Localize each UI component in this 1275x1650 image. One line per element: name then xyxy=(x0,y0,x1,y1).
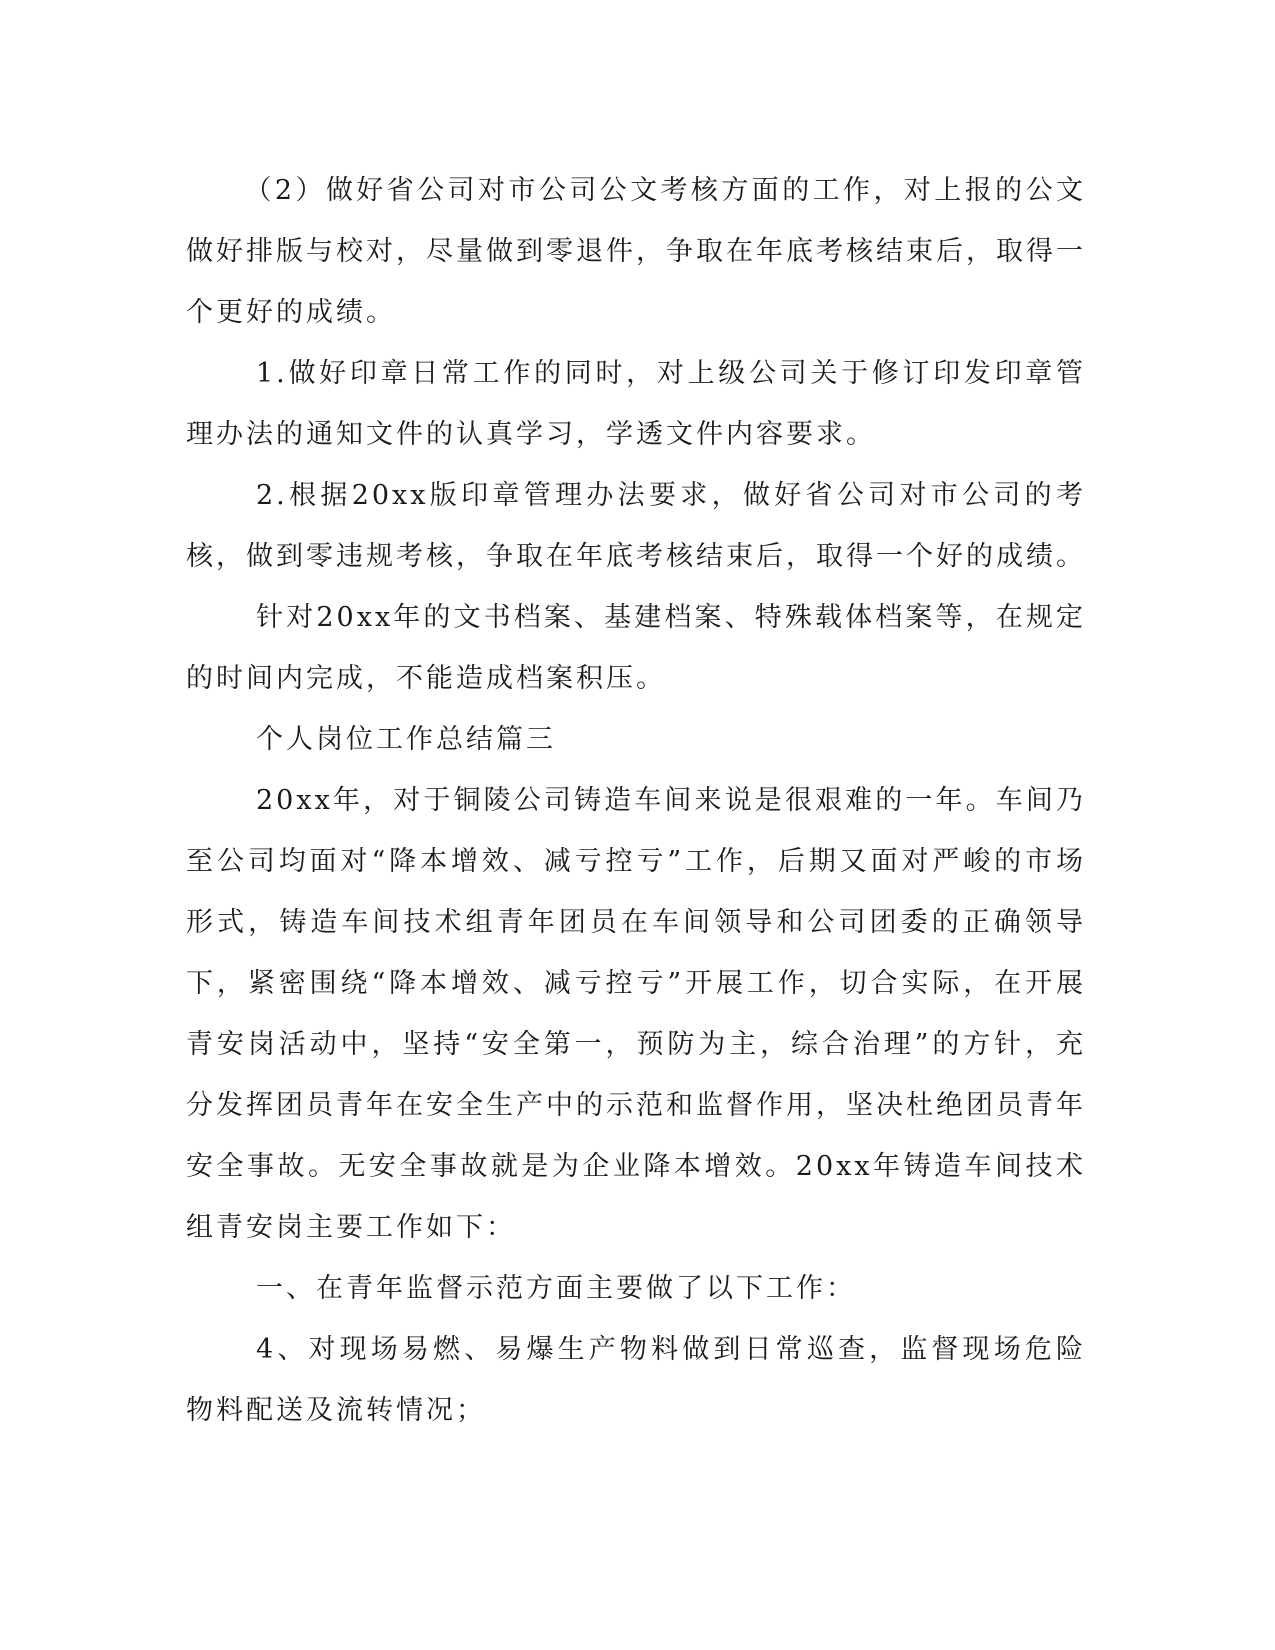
paragraph-intro xyxy=(186,770,1086,1258)
paragraph-subheading xyxy=(186,1258,1086,1319)
document-body xyxy=(186,160,1086,1441)
paragraph-official-docs xyxy=(186,160,1086,343)
paragraph-text: 针对20xx年的文书档案、基建档案、特殊载体档案等，在规定的时间内完成，不能造成档案积压。 xyxy=(186,602,1086,694)
paragraph-text: 1.做好印章日常工作的同时，对上级公司关于修订印发印章管理办法的通知文件的认真学习，学透文件内容要求。 xyxy=(186,358,1086,450)
paragraph-text: 一、在青年监督示范方面主要做了以下工作： xyxy=(256,1273,856,1304)
paragraph-text: 2.根据20xx版印章管理办法要求，做好省公司对市公司的考核，做到零违规考核，争取在年底考核结束后，取得一个好的成绩。 xyxy=(186,480,1086,572)
paragraph-seal-assessment xyxy=(186,465,1086,587)
heading-text: 个人岗位工作总结篇三 xyxy=(256,724,556,755)
paragraph-seal-study xyxy=(186,343,1086,465)
paragraph-text: 20xx年，对于铜陵公司铸造车间来说是很艰难的一年。车间乃至公司均面对“降本增效、减亏控亏”工作，后期又面对严峻的市场形式，铸造车间技术组青年团员在车间领导和公司团委的正确领导下，紧密围绕“降本增效、减亏控亏”开展工作，切合实际，在开展青安岗活动中，坚持“安全第一，预防为主，综合治理”的方针，充分发挥团员青年在安全生产中的示范和监督作用，坚决杜绝团员青年安全事故。无安全事故就是为企业降本增效。20xx年铸造车间技术组青安岗主要工作如下： xyxy=(186,785,1086,1243)
paragraph-text: 4、对现场易燃、易爆生产物料做到日常巡查，监督现场危险物料配送及流转情况； xyxy=(186,1334,1086,1426)
section-heading xyxy=(186,709,1086,770)
paragraph-item-4 xyxy=(186,1319,1086,1441)
paragraph-text: （2）做好省公司对市公司公文考核方面的工作，对上报的公文做好排版与校对，尽量做到零退件，争取在年底考核结束后，取得一个更好的成绩。 xyxy=(186,175,1086,328)
paragraph-archives xyxy=(186,587,1086,709)
